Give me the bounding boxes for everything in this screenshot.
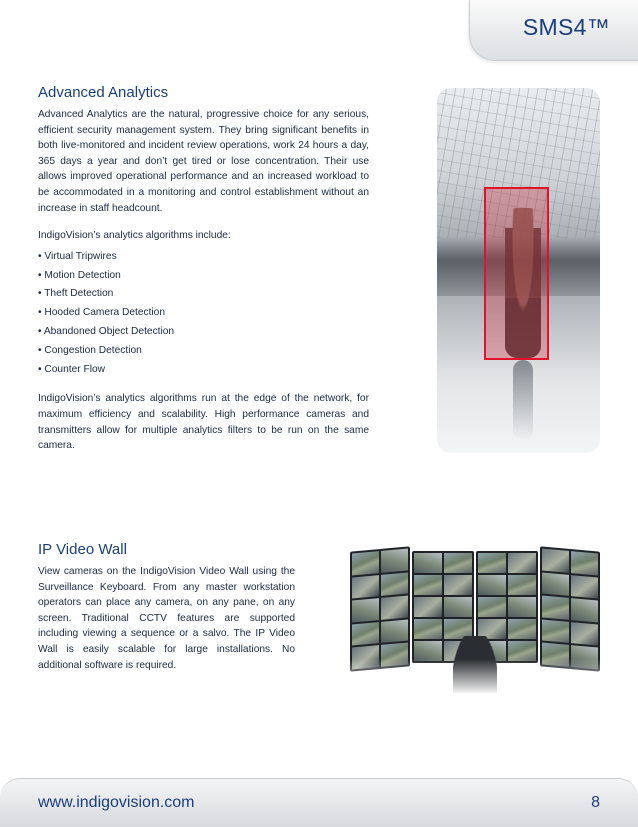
ip-video-wall-heading: IP Video Wall: [38, 541, 127, 558]
advanced-analytics-intro: Advanced Analytics are the natural, progressive choice for any serious, efficient security management system. They bring significant benefits in both live-monitored and incident review operations, work 24 hours a day, 365 days a year and don’t get tired or lose concentration. Their use allows improved operational performance and an increased workload to be accommodated in a monitoring and control establishment without an increase in staff headcount.: [38, 109, 369, 214]
airport-analytics-image: [437, 88, 600, 453]
advanced-analytics-section: [38, 84, 369, 454]
product-title: SMS4™: [522, 14, 610, 40]
list-item: • Motion Detection: [38, 269, 121, 281]
header-tab: [469, 0, 638, 61]
image-fade: [350, 659, 600, 695]
advanced-analytics-closing: IndigoVision’s analytics algorithms run at the edge of the network, for maximum efficiency and scalability. High performance cameras and transmitters allow for multiple analytics filters to be run on the same camera.: [38, 393, 369, 452]
video-wall-image: [350, 541, 600, 693]
website-url[interactable]: www.indigovision.com: [38, 794, 195, 811]
list-item: • Abandoned Object Detection: [38, 325, 175, 337]
advanced-analytics-heading: Advanced Analytics: [38, 84, 169, 101]
list-item: • Theft Detection: [38, 288, 114, 300]
ip-video-wall-body: View cameras on the IndigoVision Video Wall using the Surveillance Keyboard. From any master workstation operators can place any camera, on any pane, on any screen. Traditional CCTV features are supported including viewing a sequence or a salvo. The IP Video Wall is easily scalable for large installations. No additional software is required.: [38, 566, 295, 671]
page-number: 8: [591, 794, 600, 811]
analytics-list-intro: IndigoVision’s analytics algorithms include:: [38, 230, 231, 242]
list-item: • Virtual Tripwires: [38, 250, 117, 262]
person-reflection: [513, 360, 533, 440]
list-item: • Counter Flow: [38, 363, 105, 375]
list-item: • Hooded Camera Detection: [38, 307, 166, 319]
list-item: • Congestion Detection: [38, 344, 142, 356]
page-footer: [0, 778, 638, 827]
ip-video-wall-section: [38, 541, 295, 673]
wall-panel-left: [350, 546, 410, 671]
analytics-list: [38, 248, 369, 380]
detection-box: [484, 187, 549, 360]
wall-panel-right: [540, 546, 600, 671]
